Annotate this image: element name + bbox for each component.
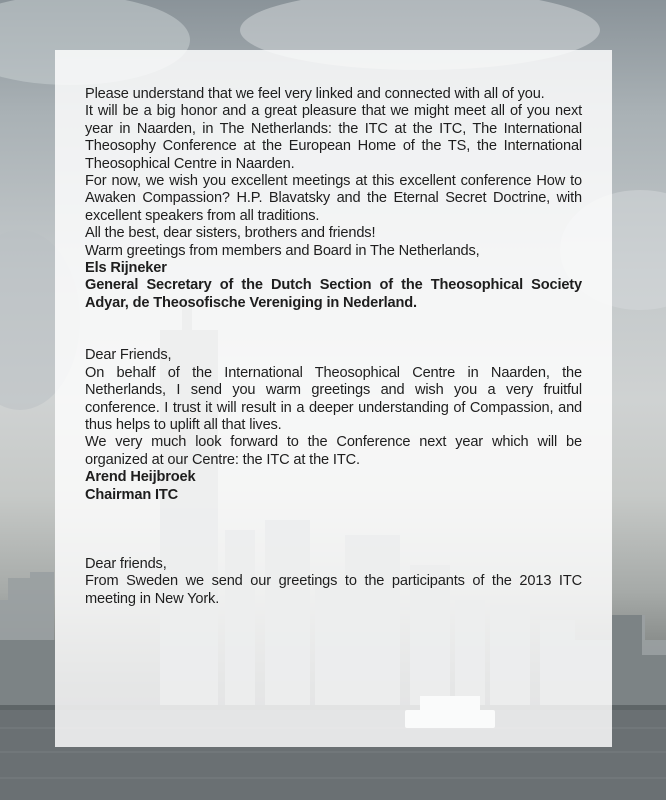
signature-title: General Secretary of the Dutch Section of the Theosophical Society Adyar, de Theosofische Vereniging in Nederland. bbox=[85, 277, 582, 311]
letter-paragraph: For now, we wish you excellent meetings at this excellent conference How to Awaken Compassion? H.P. Blavatsky and the Eternal Secret Doctrine, with excellent speakers from all traditions. bbox=[85, 173, 582, 224]
signature-title: Chairman ITC bbox=[85, 486, 179, 503]
letter-salutation: Dear friends, bbox=[85, 555, 167, 572]
letter-paragraph: Please understand that we feel very linked and connected with all of you. bbox=[85, 86, 545, 102]
letter-paragraph: It will be a big honor and a great pleasure that we might meet all of you next year in Naarden, in The Netherlands: the ITC at the ITC, The International Theosophy Conference at the European Home of the TS, the International Theosophical Centre in Naarden. bbox=[85, 103, 582, 172]
letter-itc bbox=[85, 347, 582, 504]
letter-salutation: Dear Friends, bbox=[85, 347, 172, 364]
letters-panel bbox=[55, 50, 612, 747]
letter-paragraph: We very much look forward to the Conference next year which will be organized at our Centre: the ITC at the ITC. bbox=[85, 434, 582, 468]
letter-sweden bbox=[85, 556, 582, 608]
letter-paragraph: On behalf of the International Theosophical Centre in Naarden, the Netherlands, I send you warm greetings and wish you a very fruitful conference. I trust it will result in a deeper understanding of Compassion, and thus helps to uplift all that lives. bbox=[85, 364, 582, 433]
letter-netherlands bbox=[85, 86, 582, 312]
letter-paragraph: Warm greetings from members and Board in The Netherlands, bbox=[85, 242, 480, 259]
signature-name: Els Rijneker bbox=[85, 260, 167, 277]
letter-paragraph: All the best, dear sisters, brothers and friends! bbox=[85, 225, 376, 242]
letter-paragraph: From Sweden we send our greetings to the participants of the 2013 ITC meeting in New York. bbox=[85, 573, 582, 607]
signature-name: Arend Heijbroek bbox=[85, 469, 196, 486]
